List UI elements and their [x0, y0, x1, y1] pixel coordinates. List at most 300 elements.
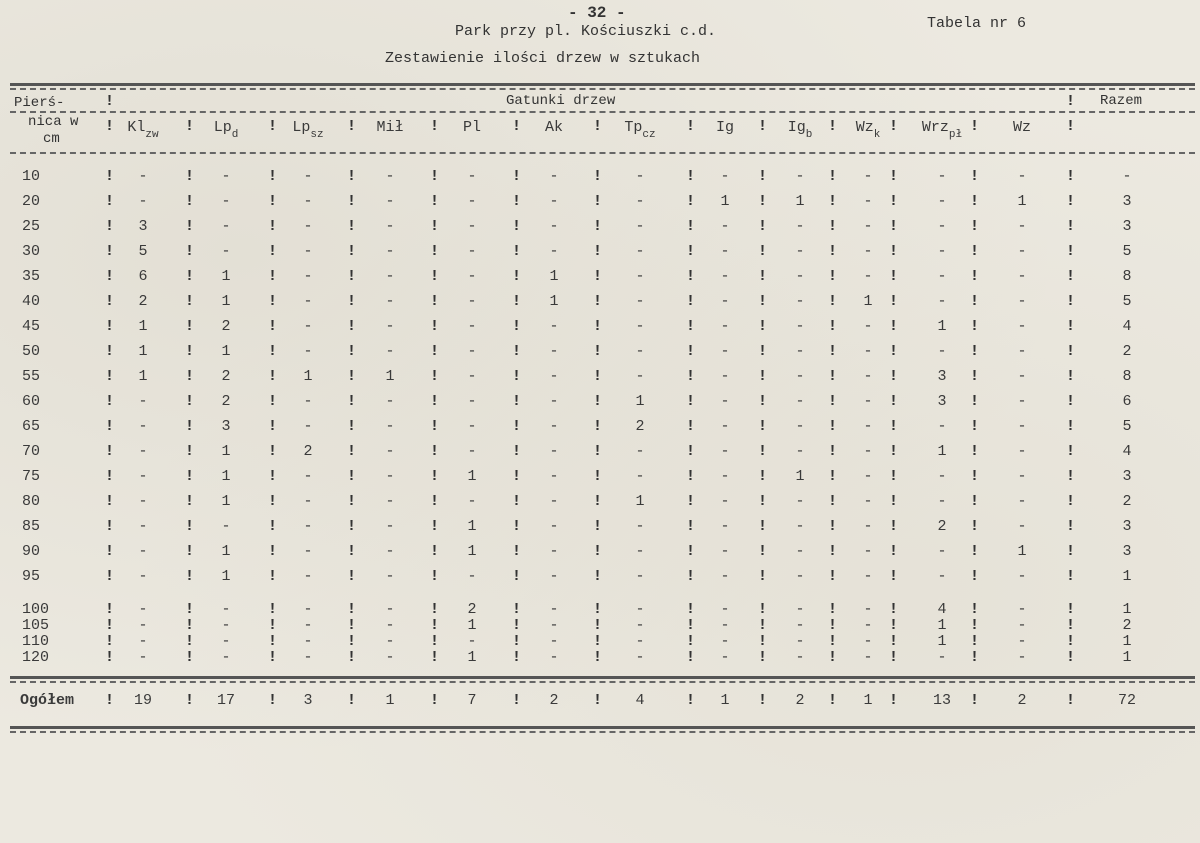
- count-cell: -: [303, 393, 313, 410]
- count-cell: -: [937, 243, 947, 260]
- count-cell: -: [635, 601, 645, 618]
- column-separator: !: [758, 193, 768, 210]
- count-cell: -: [467, 218, 477, 235]
- count-cell: -: [385, 168, 395, 185]
- column-separator: !: [105, 568, 115, 585]
- column-separator: !: [686, 493, 696, 510]
- diameter-label: 80: [22, 493, 41, 510]
- count-cell: -: [467, 318, 477, 335]
- header-bottom-rule: [10, 152, 1195, 154]
- column-separator: !: [430, 118, 440, 135]
- count-cell: 1: [467, 617, 477, 634]
- species-code: Pl: [462, 119, 481, 136]
- column-separator: !: [347, 633, 357, 650]
- count-cell: 1: [138, 343, 148, 360]
- column-separator: !: [268, 601, 278, 618]
- column-separator: !: [828, 568, 838, 585]
- column-separator: !: [828, 633, 838, 650]
- count-cell: -: [221, 649, 231, 666]
- column-separator: !: [430, 218, 440, 235]
- row-total-cell: 5: [1122, 243, 1132, 260]
- column-separator: !: [828, 118, 838, 135]
- column-separator: !: [1066, 243, 1076, 260]
- count-cell: -: [549, 443, 559, 460]
- column-separator: !: [1066, 193, 1076, 210]
- count-cell: -: [720, 493, 730, 510]
- count-cell: -: [303, 543, 313, 560]
- column-separator: !: [185, 568, 195, 585]
- column-separator: !: [268, 443, 278, 460]
- column-separator: !: [970, 268, 980, 285]
- column-separator: !: [889, 418, 899, 435]
- count-cell: -: [385, 293, 395, 310]
- bottom-rule-dashed: [10, 731, 1195, 733]
- column-separator: !: [889, 368, 899, 385]
- count-cell: -: [1017, 343, 1027, 360]
- column-separator: !: [970, 493, 980, 510]
- column-separator: !: [1066, 218, 1076, 235]
- count-cell: -: [720, 601, 730, 618]
- species-code: Wrz: [921, 119, 949, 136]
- row-total-cell: 3: [1122, 193, 1132, 210]
- column-separator: !: [1066, 293, 1076, 310]
- count-cell: -: [720, 617, 730, 634]
- column-separator: !: [970, 633, 980, 650]
- count-cell: -: [303, 268, 313, 285]
- diameter-label: 70: [22, 443, 41, 460]
- count-cell: -: [549, 617, 559, 634]
- count-cell: -: [1017, 468, 1027, 485]
- column-separator: !: [347, 193, 357, 210]
- count-cell: 1: [1017, 543, 1027, 560]
- summary-label: Ogółem: [20, 692, 75, 709]
- group-header: Gatunki drzew: [506, 93, 616, 109]
- count-cell: 2: [221, 318, 231, 335]
- column-separator: !: [593, 649, 603, 666]
- column-separator: !: [828, 692, 838, 709]
- count-cell: 1: [467, 649, 477, 666]
- column-separator: !: [828, 393, 838, 410]
- column-separator: !: [185, 443, 195, 460]
- column-separator: !: [268, 268, 278, 285]
- column-separator: !: [347, 543, 357, 560]
- column-separator: !: [105, 443, 115, 460]
- column-separator: !: [430, 493, 440, 510]
- column-separator: !: [1066, 168, 1076, 185]
- column-separator: !: [828, 268, 838, 285]
- count-cell: 1: [221, 493, 231, 510]
- count-cell: -: [549, 568, 559, 585]
- diameter-label: 25: [22, 218, 41, 235]
- row-header-label: nica w: [28, 114, 79, 130]
- count-cell: -: [863, 193, 873, 210]
- count-cell: -: [863, 543, 873, 560]
- column-separator: !: [347, 343, 357, 360]
- column-separator: !: [512, 368, 522, 385]
- count-cell: -: [795, 518, 805, 535]
- column-separator: !: [347, 243, 357, 260]
- count-cell: -: [303, 218, 313, 235]
- column-separator: !: [430, 318, 440, 335]
- count-cell: -: [720, 343, 730, 360]
- count-cell: -: [635, 633, 645, 650]
- column-separator: !: [268, 617, 278, 634]
- column-separator: !: [105, 601, 115, 618]
- diameter-label: 65: [22, 418, 41, 435]
- count-cell: 2: [937, 518, 947, 535]
- species-subscript: pł: [948, 129, 963, 141]
- column-separator: !: [889, 243, 899, 260]
- column-separator: !: [758, 268, 768, 285]
- count-cell: -: [385, 649, 395, 666]
- column-separator: !: [889, 601, 899, 618]
- count-cell: -: [720, 368, 730, 385]
- count-cell: -: [385, 601, 395, 618]
- count-cell: 1: [385, 368, 395, 385]
- count-cell: -: [138, 601, 148, 618]
- column-separator: !: [970, 368, 980, 385]
- table-number: Tabela nr 6: [927, 15, 1027, 32]
- column-separator: !: [828, 193, 838, 210]
- column-separator: !: [970, 168, 980, 185]
- column-separator: !: [828, 543, 838, 560]
- species-subscript: sz: [310, 129, 324, 141]
- count-cell: -: [138, 493, 148, 510]
- count-cell: -: [138, 649, 148, 666]
- column-separator: !: [268, 168, 278, 185]
- count-cell: 1: [635, 493, 645, 510]
- column-separator: !: [512, 601, 522, 618]
- column-separator: !: [347, 692, 357, 709]
- column-separator: !: [268, 343, 278, 360]
- column-separator: !: [347, 493, 357, 510]
- count-cell: -: [549, 518, 559, 535]
- column-separator: !: [347, 418, 357, 435]
- column-separator: !: [185, 601, 195, 618]
- column-separator: !: [105, 493, 115, 510]
- column-separator: !: [758, 118, 768, 135]
- count-cell: -: [863, 443, 873, 460]
- document-subtitle: Zestawienie ilości drzew w sztukach: [385, 50, 701, 67]
- count-cell: -: [385, 568, 395, 585]
- count-cell: 3: [937, 393, 947, 410]
- count-cell: -: [863, 568, 873, 585]
- row-header-label: Pierś-: [14, 95, 65, 111]
- count-cell: -: [549, 193, 559, 210]
- document-title: Park przy pl. Kościuszki c.d.: [455, 23, 717, 40]
- count-cell: -: [221, 168, 231, 185]
- diameter-label: 30: [22, 243, 41, 260]
- column-separator: !: [185, 368, 195, 385]
- count-cell: -: [1017, 633, 1027, 650]
- row-header-label: cm: [43, 131, 60, 147]
- grand-total-cell: 72: [1117, 692, 1136, 709]
- column-separator: !: [347, 649, 357, 666]
- row-total-cell: 1: [1122, 633, 1132, 650]
- count-cell: -: [549, 318, 559, 335]
- count-cell: -: [221, 601, 231, 618]
- column-separator: !: [889, 393, 899, 410]
- count-cell: 1: [1017, 193, 1027, 210]
- count-cell: -: [385, 393, 395, 410]
- column-separator: !: [758, 243, 768, 260]
- column-separator: !: [758, 393, 768, 410]
- count-cell: -: [1017, 368, 1027, 385]
- column-separator: !: [1066, 468, 1076, 485]
- column-separator: !: [889, 633, 899, 650]
- column-separator: !: [268, 568, 278, 585]
- count-cell: -: [549, 368, 559, 385]
- count-cell: 3: [221, 418, 231, 435]
- column-separator: !: [686, 649, 696, 666]
- count-cell: 2: [635, 418, 645, 435]
- column-separator: !: [889, 649, 899, 666]
- species-column-header: [912, 119, 972, 141]
- column-separator: !: [1066, 93, 1076, 110]
- column-separator: !: [105, 393, 115, 410]
- column-separator: !: [686, 118, 696, 135]
- column-separator: !: [970, 649, 980, 666]
- species-subscript: k: [873, 129, 881, 141]
- count-cell: 1: [221, 268, 231, 285]
- count-cell: -: [303, 649, 313, 666]
- count-cell: -: [549, 343, 559, 360]
- column-separator: !: [1066, 617, 1076, 634]
- species-column-header: [278, 119, 338, 141]
- column-separator: !: [686, 617, 696, 634]
- species-column-header: [442, 119, 502, 136]
- count-cell: -: [863, 243, 873, 260]
- column-separator: !: [185, 633, 195, 650]
- column-separator: !: [105, 368, 115, 385]
- species-subscript: d: [231, 129, 239, 141]
- count-cell: -: [303, 193, 313, 210]
- column-separator: !: [686, 692, 696, 709]
- count-cell: -: [795, 493, 805, 510]
- column-separator: !: [347, 118, 357, 135]
- count-cell: -: [795, 543, 805, 560]
- species-column-header: [196, 119, 256, 141]
- species-column-header: [360, 119, 420, 136]
- count-cell: -: [467, 293, 477, 310]
- diameter-label: 85: [22, 518, 41, 535]
- summary-count-cell: 1: [385, 692, 395, 709]
- count-cell: -: [303, 601, 313, 618]
- column-separator: !: [185, 493, 195, 510]
- column-separator: !: [828, 418, 838, 435]
- count-cell: -: [467, 368, 477, 385]
- count-cell: -: [467, 193, 477, 210]
- count-cell: -: [1017, 617, 1027, 634]
- count-cell: -: [549, 468, 559, 485]
- column-separator: !: [185, 218, 195, 235]
- count-cell: -: [1017, 649, 1027, 666]
- count-cell: -: [937, 168, 947, 185]
- column-separator: !: [1066, 568, 1076, 585]
- column-separator: !: [347, 293, 357, 310]
- column-separator: !: [512, 218, 522, 235]
- column-separator: !: [758, 468, 768, 485]
- count-cell: -: [221, 617, 231, 634]
- count-cell: -: [1017, 568, 1027, 585]
- count-cell: -: [385, 268, 395, 285]
- column-separator: !: [686, 368, 696, 385]
- column-separator: !: [1066, 343, 1076, 360]
- column-separator: !: [889, 568, 899, 585]
- count-cell: 1: [720, 193, 730, 210]
- count-cell: -: [138, 568, 148, 585]
- column-separator: !: [970, 617, 980, 634]
- column-separator: !: [185, 293, 195, 310]
- summary-count-cell: 3: [303, 692, 313, 709]
- column-separator: !: [268, 518, 278, 535]
- count-cell: -: [1017, 493, 1027, 510]
- column-separator: !: [512, 343, 522, 360]
- species-code: Lp: [292, 119, 311, 136]
- column-separator: !: [828, 218, 838, 235]
- row-total-cell: 2: [1122, 343, 1132, 360]
- column-separator: !: [268, 193, 278, 210]
- column-separator: !: [430, 268, 440, 285]
- count-cell: -: [635, 293, 645, 310]
- species-code: Wz: [1012, 119, 1031, 136]
- count-cell: -: [795, 343, 805, 360]
- column-separator: !: [105, 293, 115, 310]
- column-separator: !: [593, 193, 603, 210]
- column-separator: !: [512, 418, 522, 435]
- column-separator: !: [593, 318, 603, 335]
- row-total-cell: 8: [1122, 268, 1132, 285]
- species-column-header: [610, 119, 670, 141]
- diameter-label: 45: [22, 318, 41, 335]
- count-cell: 1: [221, 293, 231, 310]
- column-separator: !: [828, 617, 838, 634]
- column-separator: !: [686, 293, 696, 310]
- count-cell: -: [863, 393, 873, 410]
- column-separator: !: [1066, 268, 1076, 285]
- column-separator: !: [970, 692, 980, 709]
- column-separator: !: [268, 692, 278, 709]
- diameter-label: 50: [22, 343, 41, 360]
- row-total-cell: 1: [1122, 649, 1132, 666]
- count-cell: -: [303, 518, 313, 535]
- column-separator: !: [593, 418, 603, 435]
- count-cell: -: [303, 617, 313, 634]
- count-cell: -: [635, 617, 645, 634]
- summary-count-cell: 19: [133, 692, 152, 709]
- column-separator: !: [430, 443, 440, 460]
- column-separator: !: [889, 443, 899, 460]
- count-cell: -: [221, 193, 231, 210]
- column-separator: !: [970, 293, 980, 310]
- column-separator: !: [828, 368, 838, 385]
- count-cell: -: [635, 243, 645, 260]
- count-cell: -: [795, 418, 805, 435]
- column-separator: !: [889, 543, 899, 560]
- column-separator: !: [1066, 393, 1076, 410]
- column-separator: !: [512, 268, 522, 285]
- count-cell: -: [863, 418, 873, 435]
- species-subscript: cz: [642, 129, 656, 141]
- count-cell: -: [635, 518, 645, 535]
- column-separator: !: [970, 343, 980, 360]
- species-column-header: [695, 119, 755, 136]
- count-cell: 1: [221, 443, 231, 460]
- column-separator: !: [105, 633, 115, 650]
- column-separator: !: [889, 193, 899, 210]
- column-separator: !: [347, 617, 357, 634]
- column-separator: !: [970, 568, 980, 585]
- count-cell: -: [863, 268, 873, 285]
- column-separator: !: [593, 118, 603, 135]
- count-cell: -: [937, 193, 947, 210]
- count-cell: -: [795, 568, 805, 585]
- diameter-label: 40: [22, 293, 41, 310]
- count-cell: 4: [937, 601, 947, 618]
- count-cell: -: [467, 168, 477, 185]
- column-separator: !: [512, 193, 522, 210]
- column-separator: !: [758, 649, 768, 666]
- summary-top-rule-dashed: [10, 681, 1195, 683]
- column-separator: !: [889, 617, 899, 634]
- count-cell: -: [795, 243, 805, 260]
- row-total-cell: 3: [1122, 468, 1132, 485]
- count-cell: 1: [937, 443, 947, 460]
- column-separator: !: [430, 649, 440, 666]
- column-separator: !: [686, 218, 696, 235]
- column-separator: !: [1066, 543, 1076, 560]
- column-separator: !: [970, 418, 980, 435]
- column-separator: !: [828, 318, 838, 335]
- row-total-cell: 1: [1122, 601, 1132, 618]
- column-separator: !: [1066, 368, 1076, 385]
- column-separator: !: [185, 268, 195, 285]
- column-separator: !: [970, 318, 980, 335]
- column-separator: !: [828, 343, 838, 360]
- column-separator: !: [758, 633, 768, 650]
- column-separator: !: [268, 543, 278, 560]
- count-cell: 1: [221, 468, 231, 485]
- count-cell: -: [720, 468, 730, 485]
- count-cell: -: [385, 633, 395, 650]
- column-separator: !: [758, 692, 768, 709]
- diameter-label: 75: [22, 468, 41, 485]
- column-separator: !: [185, 543, 195, 560]
- column-separator: !: [686, 343, 696, 360]
- summary-top-rule: [10, 676, 1195, 679]
- column-separator: !: [593, 293, 603, 310]
- column-separator: !: [686, 468, 696, 485]
- column-separator: !: [889, 493, 899, 510]
- column-separator: !: [105, 318, 115, 335]
- count-cell: -: [795, 268, 805, 285]
- row-total-cell: 8: [1122, 368, 1132, 385]
- column-separator: !: [512, 243, 522, 260]
- summary-count-cell: 1: [863, 692, 873, 709]
- column-separator: !: [105, 243, 115, 260]
- column-separator: !: [430, 633, 440, 650]
- species-column-header: [524, 119, 584, 136]
- column-separator: !: [828, 168, 838, 185]
- group-header-rule: [10, 111, 1195, 113]
- column-separator: !: [105, 692, 115, 709]
- count-cell: -: [385, 518, 395, 535]
- count-cell: -: [303, 568, 313, 585]
- column-separator: !: [430, 601, 440, 618]
- column-separator: !: [105, 617, 115, 634]
- species-subscript: b: [805, 129, 813, 141]
- count-cell: -: [863, 518, 873, 535]
